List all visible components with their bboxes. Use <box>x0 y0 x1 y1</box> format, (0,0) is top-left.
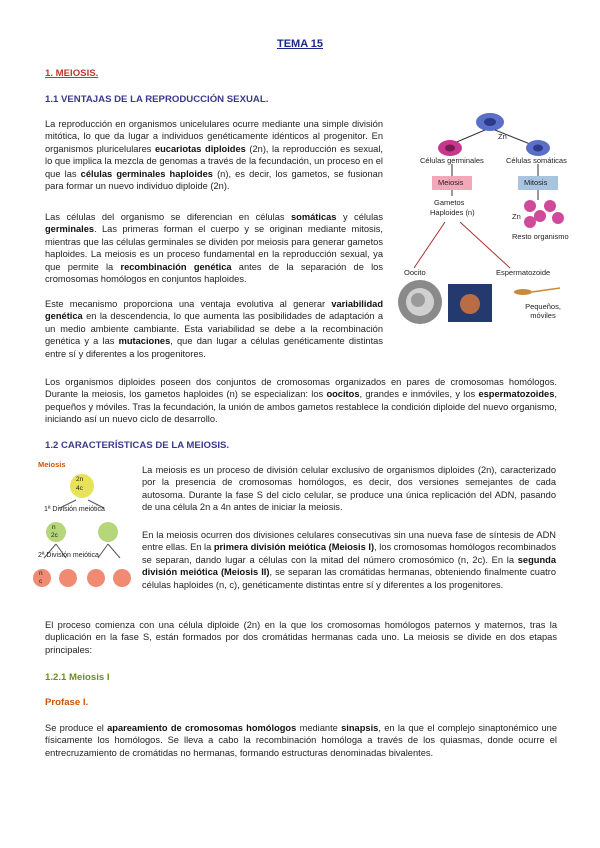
esperm-label: Espermatozoide <box>496 268 551 277</box>
pequenos-label: Pequeños, móviles <box>525 302 561 320</box>
subheading-caracteristicas: 1.2 CARACTERÍSTICAS DE LA MEIOSIS. <box>45 440 230 451</box>
oocito-label: Oocito <box>404 268 426 277</box>
soma-label: Células somáticas <box>506 156 567 165</box>
germ-label: Células germinales <box>420 156 484 165</box>
paragraph-7: El proceso comienza con una célula diploide (2n) en la que los cromosomas homólogos paternos y maternos, tras la duplicación en la fase S, están formados por dos cromátidas hermanas cada uno. La meiosis se divide en dos etapas principales: <box>45 620 557 655</box>
haploid-cell <box>59 569 77 587</box>
somatic-daughter-cell <box>524 200 536 212</box>
paragraph-3: Este mecanismo proporciona una ventaja evolutiva al generar variabilidad genética en la descendencia, lo que aumenta las posibilidades de adaptación a un medio ambiente cambiante. Esta variabilidad se debe a la recombinación genética y a las mutaciones, que dan lugar a células genéticamente distintas entre sí y diferentes a los progenitores. <box>45 299 383 359</box>
resto-label: Resto organismo <box>512 232 569 241</box>
paragraph-5: La meiosis es un proceso de división celular exclusivo de organismos diploides (2n), caracterizado por la presencia de cromosomas homólogos, es decir, dos versiones semejantes de cada autosoma. Durante la fase S del ciclo celular, se produce una única replicación del ADN, pasando de una célula 2n a 4n antes de iniciar la meiosis. <box>142 465 556 513</box>
paragraph-8: Se produce el apareamiento de cromosomas homólogos mediante sinapsis, en la que el complejo sinaptonémico une físicamente los homólogos. Se lleva a cabo la recombinación homóloga a través de los quiasmas, donde ocurre el entrecruzamiento de cromátidas no hermanas, formando estructuras denominadas bivalentes. <box>45 723 558 758</box>
meiosis-title: Meiosis <box>38 460 66 469</box>
subheading-ventajas: 1.1 VENTAJAS DE LA REPRODUCCIÓN SEXUAL. <box>45 94 269 105</box>
mitosis-label: Mitosis <box>524 178 548 187</box>
paragraph-1: La reproducción en organismos unicelulares ocurre mediante una simple división mitótica, lo que da lugar a individuos genéticamente idénticos al progenitor. En organismos pluricelulares eucariotas diploides (2n), la reproducción es sexual, lo que implica la mezcla de genomas a través de la fecundación, un proceso en el que las células germinales haploides (n), es decir, los gametos, se fusionan para formar un nuevo individuo diploide (2n). <box>45 119 383 192</box>
subheading-profase: Profase I. <box>45 697 89 708</box>
paragraph-2: Las células del organismo se diferencian en células somáticas y células germinales. Las primeras forman el cuerpo y se originan mediante mitosis, mientras que las células germinales se dividen por meiosis para generar gametos haploides. La meiosis es un proceso fundamental en la reproducción sexual, ya que permite la recombinación genética antes de la separación de los cromosomas homólogos en conjuntos haploides. <box>45 212 384 285</box>
paragraph-6: En la meiosis ocurren dos divisiones celulares consecutivas sin una nueva fase de síntesis de ADN entre ellas. En la primera división meiótica (Meiosis I), los cromosomas homólogos recombinados se separan, dando lugar a células con la mitad del número cromosómico (n, 2c). En la segunda división meiótica (Meiosis II), se separan las cromátidas hermanas, obteniendo finalmente cuatro células haploides (n, c), genéticamente distintas entre sí y diferentes a los progenitores. <box>142 530 557 590</box>
subheading-meiosis-1: 1.2.1 Meiosis I <box>45 672 110 683</box>
figure-cell-types <box>390 108 590 348</box>
haploid-cell <box>87 569 105 587</box>
somatic-daughter-cell <box>534 210 546 222</box>
paragraph-4: Los organismos diploides poseen dos conjuntos de cromosomas organizados en pares de cromosomas homólogos. Durante la meiosis, los gametos haploides (n) se especializan: los oocitos, grandes e inmóviles, y los espermatozoides, pequeños y móviles. Tras la fecundación, la unión de ambos gametos restablece la condición diploide del nuevo organismo, iniciando así un nuevo ciclo de desarrollo. <box>45 377 557 425</box>
haploid-cell <box>113 569 131 587</box>
meiosis1-cell <box>98 522 118 542</box>
haploides-label: Haploides (n) <box>430 208 475 217</box>
somatic-daughter-cell <box>552 212 564 224</box>
figure-meiosis: Meiosis 2n 4c 1ª División meiótica n 2c 2ª División meiótica n c <box>32 458 132 603</box>
section-heading-meiosis: 1. MEIOSIS. <box>45 68 99 79</box>
div1-label: 1ª División meiótica <box>44 506 105 513</box>
gametos-label: Gametos <box>434 198 465 207</box>
somatic-daughter-cell <box>524 216 536 228</box>
zn-label: Zn <box>498 132 507 141</box>
zn2-label: Zn <box>512 212 521 221</box>
div2-label: 2ª División meiótica <box>38 552 99 559</box>
page-title: TEMA 15 <box>276 38 324 50</box>
meiosis-label: Meiosis <box>438 178 464 187</box>
somatic-daughter-cell <box>544 200 556 212</box>
